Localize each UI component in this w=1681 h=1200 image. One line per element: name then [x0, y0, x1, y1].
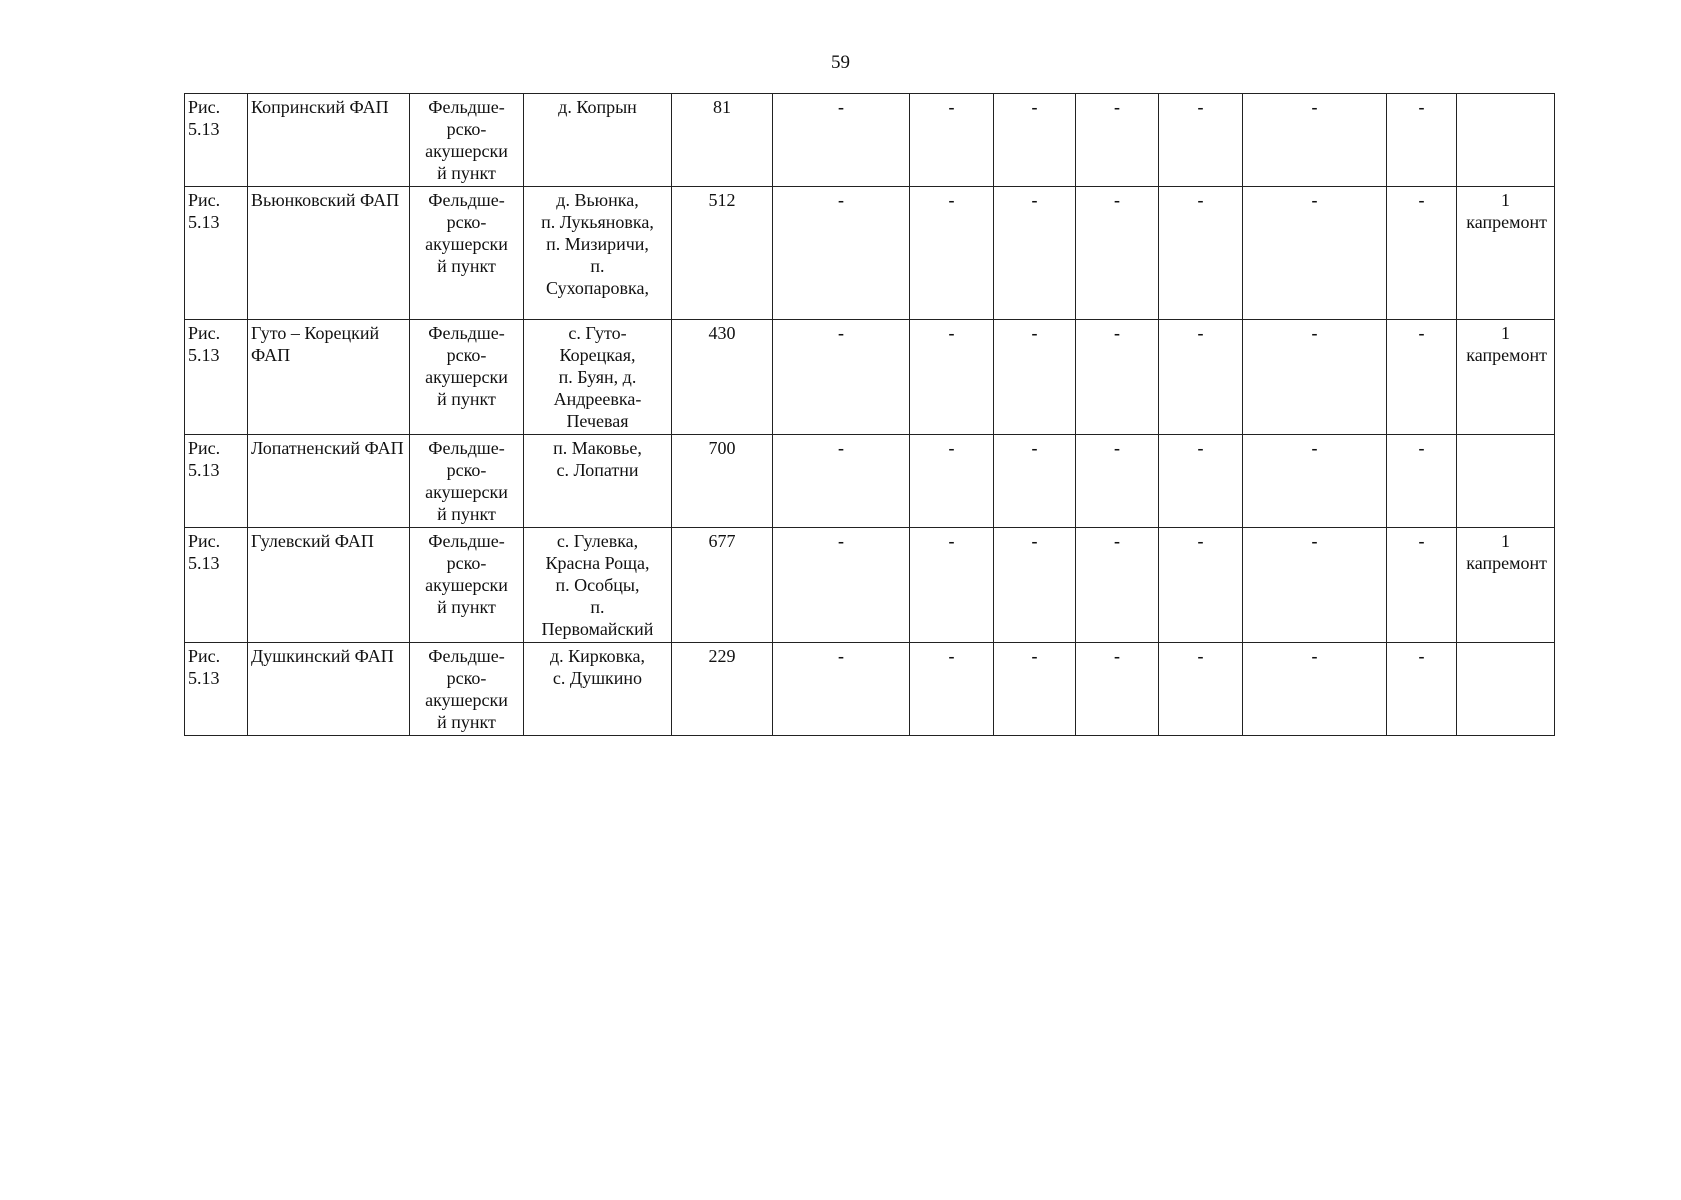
note-count: 1 [1501, 190, 1510, 210]
figure-ref-line: 5.13 [188, 460, 220, 480]
settlement-line: п. Буян, д. [558, 367, 637, 387]
empty-value-cell: - [773, 435, 910, 528]
table-row [185, 320, 1555, 435]
table-row [185, 94, 1555, 187]
note-text: капремонт [1466, 345, 1547, 365]
settlement-line: Андреевка- [553, 389, 642, 409]
settlement-line: п. [590, 597, 605, 617]
empty-value-cell: - [1243, 320, 1387, 435]
facility-type-line: Фельдше- [428, 438, 505, 458]
figure-ref-cell [185, 643, 248, 736]
facility-type-cell [410, 320, 524, 435]
facility-type-line: й пункт [437, 389, 496, 409]
note-cell [1457, 643, 1555, 736]
table-row [185, 528, 1555, 643]
facility-type-line: акушерски [425, 690, 508, 710]
settlement-line: Первомайский [541, 619, 654, 639]
facility-type-line: Фельдше- [428, 323, 505, 343]
facility-type-line: рско- [446, 553, 487, 573]
figure-ref-line: Рис. [188, 646, 221, 666]
settlements-cell [524, 94, 672, 187]
settlement-line: п. Особцы, [555, 575, 640, 595]
empty-value-cell: - [994, 320, 1076, 435]
population-cell: 512 [672, 187, 773, 320]
settlement-line: Печевая [566, 411, 629, 431]
settlement-line: д. Кирковка, [549, 646, 646, 666]
figure-ref-cell [185, 435, 248, 528]
note-cell [1457, 528, 1555, 643]
facility-type-line: й пункт [437, 597, 496, 617]
facility-type-line: й пункт [437, 504, 496, 524]
facility-type-line: Фельдше- [428, 646, 505, 666]
empty-value-cell: - [1387, 643, 1457, 736]
settlement-line: Красна Роща, [545, 553, 650, 573]
empty-value-cell: - [773, 320, 910, 435]
settlements-cell [524, 643, 672, 736]
facility-type-line: й пункт [437, 256, 496, 276]
empty-value-cell: - [1159, 643, 1243, 736]
empty-value-cell: - [1159, 528, 1243, 643]
facility-name: Гулевский ФАП [251, 531, 374, 551]
facility-name: Гуто – Корецкий ФАП [251, 323, 380, 365]
facility-type-line: рско- [446, 668, 487, 688]
figure-ref-cell [185, 528, 248, 643]
settlement-line: с. Гулевка, [556, 531, 639, 551]
settlements-cell [524, 320, 672, 435]
facility-name-cell [248, 320, 410, 435]
note-text: капремонт [1466, 553, 1547, 573]
empty-value-cell: - [1076, 94, 1159, 187]
figure-ref-line: Рис. [188, 438, 221, 458]
population-cell: 430 [672, 320, 773, 435]
note-text: капремонт [1466, 212, 1547, 232]
table-row [185, 435, 1555, 528]
empty-value-cell: - [1076, 320, 1159, 435]
note-cell [1457, 320, 1555, 435]
facility-name: Душкинский ФАП [251, 646, 394, 666]
note-cell [1457, 435, 1555, 528]
empty-value-cell: - [1076, 528, 1159, 643]
settlement-line: п. Мизиричи, [546, 234, 649, 254]
facility-type-line: рско- [446, 345, 487, 365]
figure-ref-line: 5.13 [188, 212, 220, 232]
empty-value-cell: - [773, 187, 910, 320]
facility-name-cell [248, 435, 410, 528]
note-cell [1457, 187, 1555, 320]
population-cell: 81 [672, 94, 773, 187]
settlements-cell [524, 528, 672, 643]
note-cell [1457, 94, 1555, 187]
empty-value-cell: - [1159, 320, 1243, 435]
facility-name-cell [248, 643, 410, 736]
facility-type-cell [410, 643, 524, 736]
facility-type-line: акушерски [425, 234, 508, 254]
settlement-line: Корецкая, [559, 345, 636, 365]
empty-value-cell: - [994, 435, 1076, 528]
empty-value-cell: - [994, 94, 1076, 187]
settlement-line: п. Лукьяновка, [541, 212, 654, 232]
empty-value-cell: - [1387, 528, 1457, 643]
figure-ref-line: 5.13 [188, 345, 220, 365]
empty-value-cell: - [910, 187, 994, 320]
facility-type-line: Фельдше- [428, 531, 505, 551]
facility-type-line: Фельдше- [428, 97, 505, 117]
facility-name-cell [248, 187, 410, 320]
facility-name: Копринский ФАП [251, 97, 389, 117]
settlements-cell [524, 435, 672, 528]
facility-type-line: й пункт [437, 712, 496, 732]
settlement-line: с. Душкино [552, 668, 643, 688]
facility-name: Лопатненский ФАП [251, 438, 404, 458]
empty-value-cell: - [910, 320, 994, 435]
facility-type-line: рско- [446, 460, 487, 480]
facility-name: Вьюнковский ФАП [251, 190, 400, 210]
note-count: 1 [1501, 531, 1510, 551]
figure-ref-line: 5.13 [188, 119, 220, 139]
population-cell: 700 [672, 435, 773, 528]
empty-value-cell: - [1243, 187, 1387, 320]
figure-ref-line: Рис. [188, 531, 221, 551]
empty-value-cell: - [1387, 435, 1457, 528]
facility-type-line: Фельдше- [428, 190, 505, 210]
settlement-line: с. Гуто- [568, 323, 627, 343]
empty-value-cell: - [1387, 320, 1457, 435]
empty-value-cell: - [1243, 94, 1387, 187]
empty-value-cell: - [1387, 94, 1457, 187]
population-cell: 677 [672, 528, 773, 643]
empty-value-cell: - [994, 643, 1076, 736]
empty-value-cell: - [910, 643, 994, 736]
empty-value-cell: - [773, 643, 910, 736]
empty-value-cell: - [994, 187, 1076, 320]
fap-table [184, 93, 1555, 736]
facility-type-line: акушерски [425, 575, 508, 595]
table-row [185, 187, 1555, 320]
figure-ref-cell [185, 320, 248, 435]
settlement-line: с. Лопатни [556, 460, 639, 480]
facility-type-cell [410, 94, 524, 187]
empty-value-cell: - [773, 528, 910, 643]
figure-ref-cell [185, 187, 248, 320]
empty-value-cell: - [1243, 528, 1387, 643]
figure-ref-cell [185, 94, 248, 187]
empty-value-cell: - [910, 528, 994, 643]
empty-value-cell: - [1076, 643, 1159, 736]
facility-name-cell [248, 94, 410, 187]
facility-type-line: рско- [446, 119, 487, 139]
facility-type-cell [410, 435, 524, 528]
empty-value-cell: - [1159, 435, 1243, 528]
figure-ref-line: Рис. [188, 97, 221, 117]
facility-type-line: акушерски [425, 482, 508, 502]
empty-value-cell: - [1243, 643, 1387, 736]
figure-ref-line: Рис. [188, 190, 221, 210]
empty-value-cell: - [1076, 187, 1159, 320]
settlement-line: Сухопаровка, [546, 278, 649, 298]
empty-value-cell: - [910, 94, 994, 187]
empty-value-cell: - [1387, 187, 1457, 320]
settlement-line: д. Копрын [558, 97, 637, 117]
settlement-line: п. [590, 256, 605, 276]
empty-value-cell: - [773, 94, 910, 187]
page-number: 59 [831, 52, 850, 73]
empty-value-cell: - [1076, 435, 1159, 528]
facility-type-line: акушерски [425, 141, 508, 161]
facility-type-cell [410, 528, 524, 643]
note-count: 1 [1501, 323, 1510, 343]
facility-type-line: рско- [446, 212, 487, 232]
settlement-line: п. Маковье, [553, 438, 642, 458]
facility-name-cell [248, 528, 410, 643]
settlement-line: д. Вьюнка, [556, 190, 639, 210]
empty-value-cell: - [1159, 187, 1243, 320]
figure-ref-line: Рис. [188, 323, 221, 343]
empty-value-cell: - [1243, 435, 1387, 528]
table-body [185, 94, 1555, 736]
figure-ref-line: 5.13 [188, 668, 220, 688]
figure-ref-line: 5.13 [188, 553, 220, 573]
facility-type-cell [410, 187, 524, 320]
table-row [185, 643, 1555, 736]
facility-type-line: акушерски [425, 367, 508, 387]
empty-value-cell: - [910, 435, 994, 528]
settlements-cell [524, 187, 672, 320]
empty-value-cell: - [994, 528, 1076, 643]
population-cell: 229 [672, 643, 773, 736]
facility-type-line: й пункт [437, 163, 496, 183]
empty-value-cell: - [1159, 94, 1243, 187]
